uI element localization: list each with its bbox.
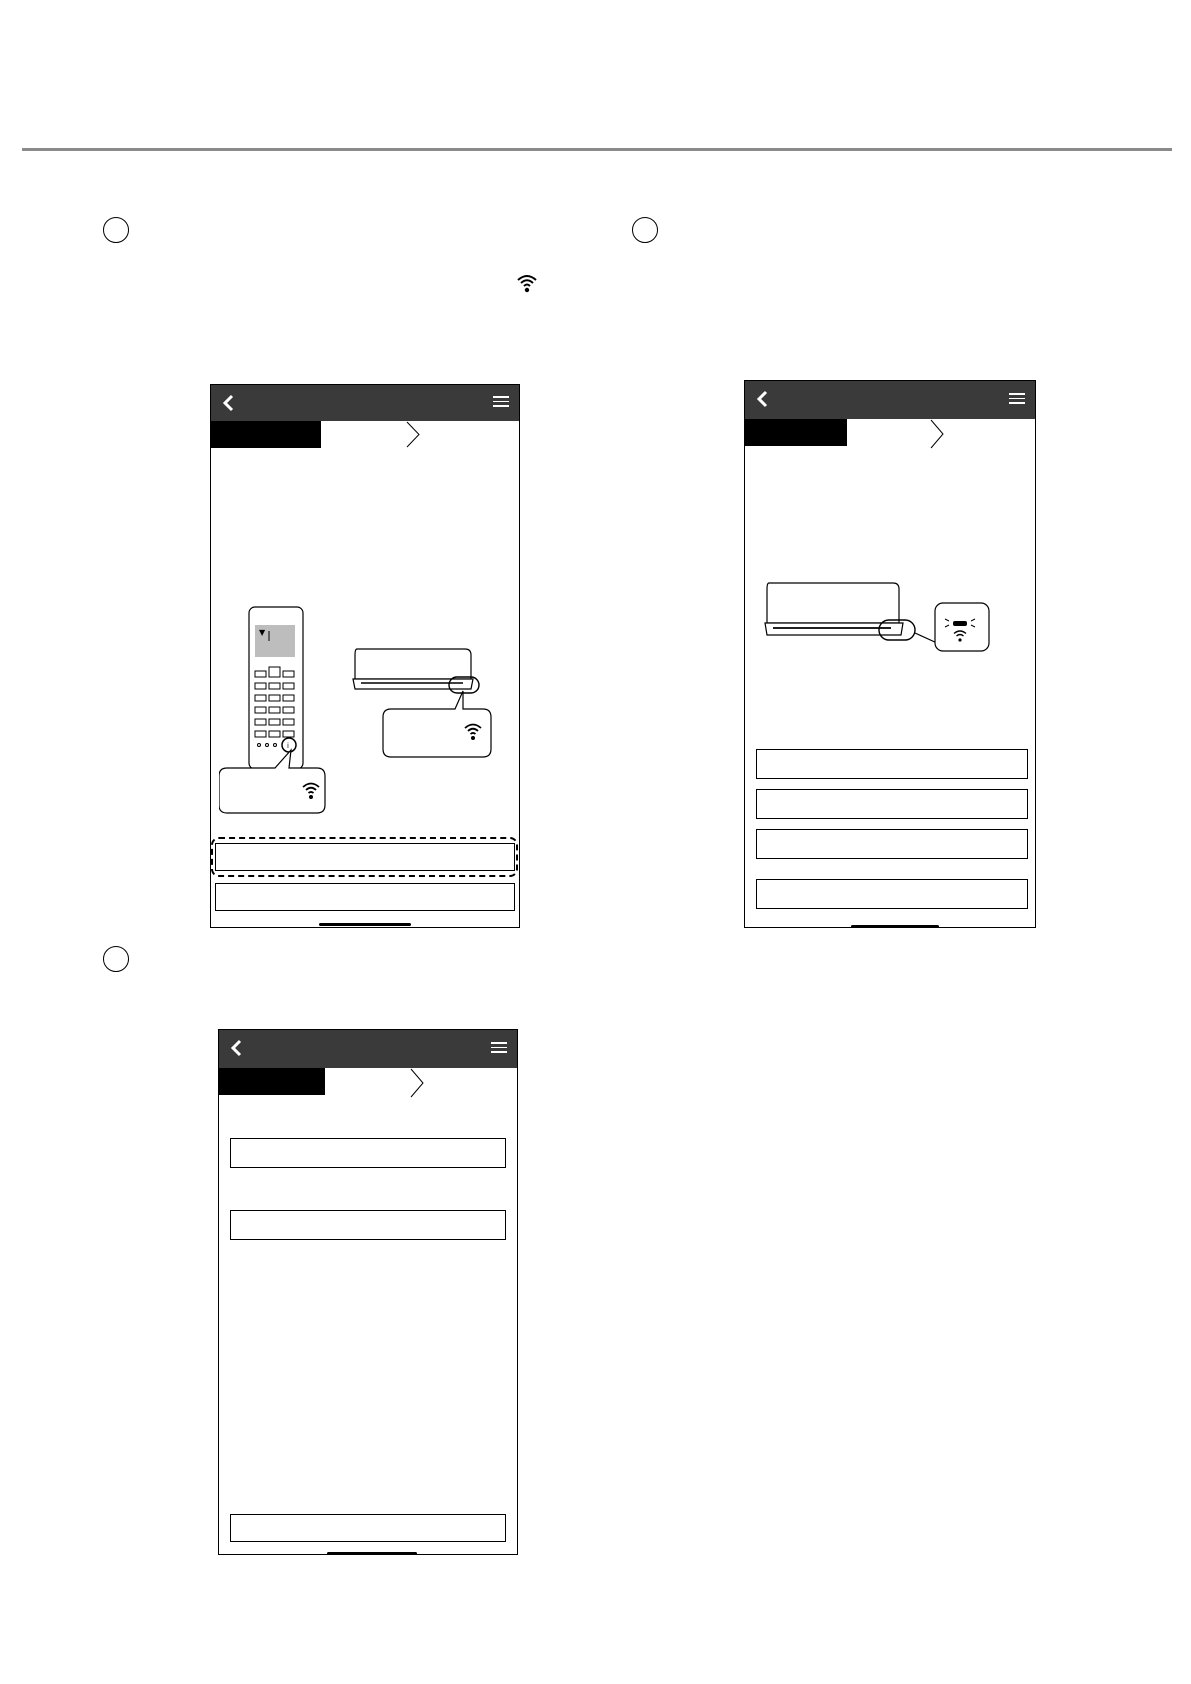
home-indicator	[327, 1552, 417, 1555]
action-button-primary[interactable]	[215, 843, 515, 871]
chevron-left-icon[interactable]	[219, 393, 239, 413]
svg-text:i: i	[287, 742, 289, 750]
input-field-1[interactable]	[230, 1138, 506, 1168]
app-header	[211, 385, 519, 421]
chevron-left-icon[interactable]	[227, 1038, 247, 1058]
phone-screen-step-3	[218, 1029, 518, 1555]
home-indicator	[319, 923, 411, 926]
indoor-unit-illustration	[351, 645, 501, 765]
remote-control-illustration	[219, 605, 349, 815]
chevron-right-icon[interactable]	[929, 419, 945, 449]
phone-screen-step-1	[210, 384, 520, 928]
chevron-left-icon[interactable]	[753, 389, 773, 409]
step-marker-3	[103, 946, 129, 972]
hamburger-menu-icon[interactable]	[1009, 393, 1025, 407]
indoor-unit-status-illustration	[763, 581, 1003, 661]
step-marker-2	[632, 217, 658, 243]
section-divider	[22, 148, 1172, 151]
option-button-4[interactable]	[756, 879, 1028, 909]
home-indicator	[851, 925, 939, 928]
hamburger-menu-icon[interactable]	[493, 396, 509, 410]
action-button-secondary[interactable]	[215, 883, 515, 911]
phone-screen-step-2	[744, 380, 1036, 928]
svg-text:▼: ▼	[259, 628, 266, 637]
option-button-2[interactable]	[756, 789, 1028, 819]
tab-active[interactable]	[211, 421, 321, 448]
app-header	[745, 381, 1035, 419]
tab-active[interactable]	[219, 1068, 325, 1095]
tab-active[interactable]	[745, 419, 847, 446]
chevron-right-icon[interactable]	[409, 1068, 425, 1098]
input-field-2[interactable]	[230, 1210, 506, 1240]
hamburger-menu-icon[interactable]	[491, 1042, 507, 1056]
chevron-right-icon[interactable]	[405, 421, 421, 448]
app-header	[219, 1030, 517, 1068]
submit-button[interactable]	[230, 1514, 506, 1542]
step-marker-1	[103, 217, 129, 243]
option-button-1[interactable]	[756, 749, 1028, 779]
wifi-icon	[516, 272, 538, 294]
option-button-3[interactable]	[756, 829, 1028, 859]
